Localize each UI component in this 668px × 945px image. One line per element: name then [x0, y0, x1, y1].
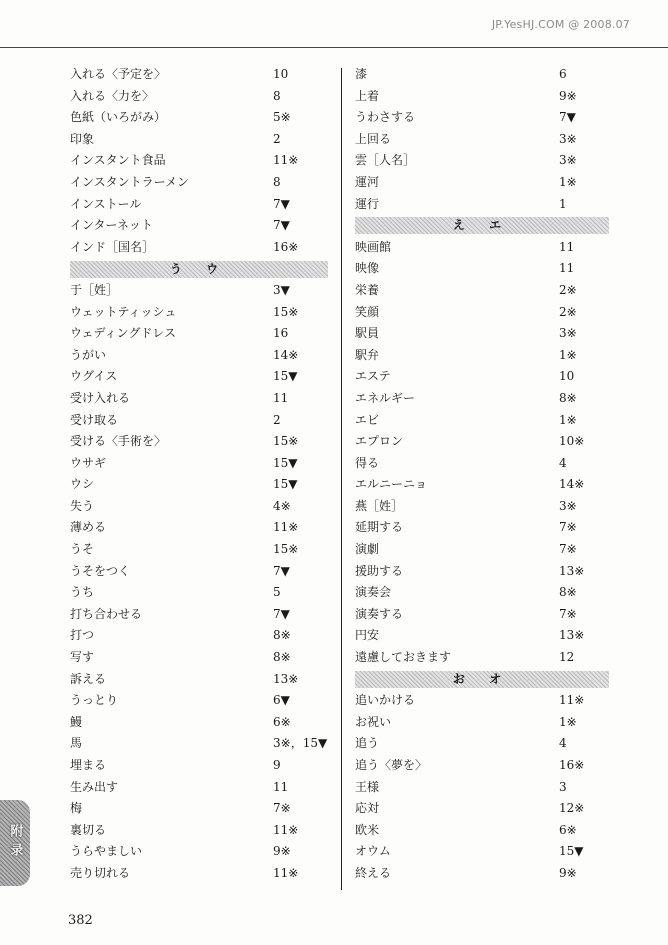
entry-term: インスタントラーメン	[70, 174, 190, 189]
entry-lesson-ref: 1	[559, 196, 567, 211]
entry-lesson-ref: 13※	[559, 563, 585, 578]
entry-term: 受け入れる	[70, 390, 131, 405]
entry-lesson-ref: 12※	[559, 801, 585, 816]
entry-term: うっとり	[70, 693, 119, 708]
entry-lesson-ref: 15▼	[273, 369, 298, 384]
entry-term: 失う	[70, 498, 95, 513]
index-entry	[355, 431, 631, 453]
entry-term: 追う〈夢を〉	[355, 758, 428, 772]
index-entry	[355, 777, 631, 799]
entry-lesson-ref: 8※	[273, 650, 291, 665]
entry-term: 裏切る	[70, 822, 107, 837]
index-entry	[70, 582, 346, 604]
index-entry	[355, 107, 631, 129]
index-entry	[70, 194, 346, 216]
index-entry	[70, 863, 346, 885]
entry-lesson-ref: 7▼	[273, 563, 290, 578]
entry-lesson-ref: 7▼	[273, 218, 290, 233]
entry-term: うち	[70, 585, 95, 600]
entry-term: 運河	[355, 174, 380, 189]
watermark: JP.YesHJ.COM @ 2008.07	[491, 18, 630, 31]
entry-term: エプロン	[355, 434, 404, 449]
index-entry	[70, 280, 346, 302]
index-entry	[355, 366, 631, 388]
index-entry	[355, 798, 631, 820]
entry-term: 得る	[355, 455, 380, 470]
index-entry	[355, 561, 631, 583]
entry-lesson-ref: 2	[273, 412, 281, 427]
entry-term: 上回る	[355, 131, 392, 146]
index-entry	[355, 64, 631, 86]
entry-lesson-ref: 2※	[559, 282, 577, 297]
entry-term: 受ける〈手術を〉	[70, 434, 167, 449]
entry-term: 于［姓］	[70, 282, 119, 297]
entry-lesson-ref: 12	[559, 650, 575, 665]
appendix-side-tab	[0, 800, 30, 886]
entry-term: インスタント食品	[70, 153, 166, 168]
entry-lesson-ref: 3※，15▼	[273, 736, 328, 751]
index-entry	[355, 755, 631, 777]
index-entry	[355, 820, 631, 842]
index-entry	[355, 410, 631, 432]
entry-lesson-ref: 2※	[559, 304, 577, 319]
entry-term: 写す	[70, 650, 95, 665]
entry-term: 打つ	[70, 628, 95, 643]
index-entry	[355, 582, 631, 604]
index-entry	[355, 323, 631, 345]
entry-lesson-ref: 9※	[559, 88, 577, 103]
entry-lesson-ref: 15※	[273, 434, 299, 449]
entry-term: 追う	[355, 736, 380, 751]
index-entry	[70, 410, 346, 432]
index-entry	[355, 302, 631, 324]
entry-lesson-ref: 1※	[559, 174, 577, 189]
entry-lesson-ref: 15※	[273, 542, 299, 557]
entry-lesson-ref: 9	[273, 758, 281, 772]
entry-term: 栄養	[355, 282, 380, 297]
entry-lesson-ref: 14※	[273, 347, 299, 362]
entry-term: 応対	[355, 801, 380, 816]
index-entry	[355, 388, 631, 410]
entry-term: エルニーニョ	[355, 477, 428, 492]
entry-term: 燕［姓］	[355, 498, 404, 513]
index-column-right	[355, 64, 631, 885]
entry-term: 雲［人名］	[355, 153, 416, 168]
entry-lesson-ref: 6	[559, 67, 567, 81]
index-entry	[70, 474, 346, 496]
entry-lesson-ref: 14※	[559, 477, 585, 492]
entry-term: うがい	[70, 347, 107, 362]
entry-lesson-ref: 1※	[559, 347, 577, 362]
entry-lesson-ref: 16	[273, 326, 289, 341]
entry-lesson-ref: 9※	[559, 865, 577, 880]
entry-term: 受け取る	[70, 412, 119, 427]
entry-term: 演奏する	[355, 606, 404, 621]
entry-term: ウェットティッシュ	[70, 304, 177, 319]
entry-lesson-ref: 3▼	[273, 282, 290, 297]
entry-term: うわさする	[355, 110, 416, 125]
index-entry	[355, 453, 631, 475]
entry-term: 演奏会	[355, 585, 392, 600]
entry-term: お祝い	[355, 714, 392, 729]
index-entry	[70, 733, 346, 755]
index-entry	[70, 820, 346, 842]
entry-lesson-ref: 4	[559, 736, 567, 751]
entry-term: エネルギー	[355, 390, 416, 405]
entry-lesson-ref: 4※	[273, 498, 291, 513]
index-column-left	[70, 64, 346, 885]
index-entry	[355, 237, 631, 259]
entry-term: 色紙（いろがみ）	[70, 110, 167, 125]
entry-term: 訴える	[70, 671, 107, 686]
index-entry	[70, 841, 346, 863]
index-entry	[70, 712, 346, 734]
entry-term: 薄める	[70, 520, 107, 535]
index-entry	[70, 86, 346, 108]
entry-term: ウェディングドレス	[70, 326, 176, 341]
entry-lesson-ref: 16※	[559, 758, 585, 772]
entry-lesson-ref: 7▼	[559, 110, 576, 125]
index-entry	[355, 841, 631, 863]
entry-lesson-ref: 13※	[559, 628, 585, 643]
entry-lesson-ref: 11※	[273, 520, 299, 535]
entry-lesson-ref: 7※	[559, 520, 577, 535]
index-entry	[70, 215, 346, 237]
entry-lesson-ref: 3※	[559, 153, 577, 168]
entry-term: ウシ	[70, 477, 95, 492]
entry-term: 埋まる	[70, 758, 107, 772]
index-entry	[70, 453, 346, 475]
entry-lesson-ref: 11	[273, 779, 289, 794]
entry-term: ウグイス	[70, 369, 118, 384]
entry-lesson-ref: 7※	[559, 542, 577, 557]
index-entry	[355, 604, 631, 626]
index-entry	[355, 258, 631, 280]
entry-lesson-ref: 11	[559, 239, 575, 254]
index-entry	[355, 172, 631, 194]
entry-lesson-ref: 15※	[273, 304, 299, 319]
entry-lesson-ref: 15▼	[273, 477, 298, 492]
entry-term: 印象	[70, 131, 95, 146]
entry-lesson-ref: 3※	[559, 326, 577, 341]
index-entry	[355, 733, 631, 755]
entry-term: 入れる〈力を〉	[70, 88, 155, 103]
entry-lesson-ref: 8※	[559, 585, 577, 600]
index-entry	[70, 366, 346, 388]
entry-lesson-ref: 3※	[559, 498, 577, 513]
entry-lesson-ref: 10	[559, 369, 575, 384]
page-number: 382	[68, 913, 93, 928]
index-entry	[70, 647, 346, 669]
index-entry	[355, 280, 631, 302]
entry-term: 梅	[70, 801, 83, 816]
top-rule	[0, 47, 668, 48]
entry-lesson-ref: 6※	[273, 714, 291, 729]
side-tab-label: 附录	[7, 824, 23, 862]
entry-term: インストール	[70, 196, 142, 211]
index-entry	[70, 150, 346, 172]
entry-term: 運行	[355, 196, 380, 211]
index-entry	[70, 172, 346, 194]
entry-term: 笑顔	[355, 304, 380, 319]
index-entry	[70, 431, 346, 453]
index-entry	[70, 323, 346, 345]
entry-term: 駅員	[355, 326, 380, 341]
entry-lesson-ref: 10※	[559, 434, 585, 449]
index-entry	[355, 517, 631, 539]
entry-lesson-ref: 11	[273, 390, 289, 405]
entry-lesson-ref: 8	[273, 174, 281, 189]
entry-lesson-ref: 11※	[273, 822, 299, 837]
entry-term: 欧米	[355, 822, 380, 837]
entry-term: 漆	[355, 67, 368, 81]
entry-term: 馬	[70, 736, 83, 751]
entry-term: 演劇	[355, 542, 380, 557]
entry-lesson-ref: 7▼	[273, 606, 290, 621]
index-entry	[70, 302, 346, 324]
entry-term: エステ	[355, 369, 391, 384]
entry-term: 追いかける	[355, 693, 416, 708]
section-header: う ウ	[70, 261, 328, 278]
entry-term: うそ	[70, 542, 95, 557]
entry-lesson-ref: 7▼	[273, 196, 290, 211]
entry-lesson-ref: 7※	[273, 801, 291, 816]
column-divider	[341, 68, 342, 890]
entry-term: 映像	[355, 261, 380, 276]
entry-term: オウム	[355, 844, 391, 859]
index-entry	[355, 86, 631, 108]
index-entry	[355, 129, 631, 151]
index-entry	[355, 194, 631, 216]
entry-term: 援助する	[355, 563, 404, 578]
entry-lesson-ref: 11※	[273, 865, 299, 880]
entry-term: 入れる〈予定を〉	[70, 67, 167, 81]
entry-term: うそをつく	[70, 563, 131, 578]
entry-term: 打ち合わせる	[70, 606, 143, 621]
entry-term: 生み出す	[70, 779, 119, 794]
index-entry	[355, 345, 631, 367]
entry-term: インターネット	[70, 218, 153, 233]
entry-lesson-ref: 7※	[559, 606, 577, 621]
entry-lesson-ref: 11※	[273, 153, 299, 168]
index-entry	[70, 798, 346, 820]
index-entry	[70, 64, 346, 86]
index-entry	[70, 345, 346, 367]
entry-lesson-ref: 16※	[273, 239, 299, 254]
index-entry	[70, 496, 346, 518]
index-entry	[355, 496, 631, 518]
entry-lesson-ref: 10	[273, 67, 289, 81]
index-entry	[70, 517, 346, 539]
index-entry	[70, 237, 346, 259]
entry-term: 円安	[355, 628, 380, 643]
entry-lesson-ref: 11	[559, 261, 575, 276]
entry-lesson-ref: 4	[559, 455, 567, 470]
entry-lesson-ref: 2	[273, 131, 281, 146]
index-entry	[355, 625, 631, 647]
index-entry	[70, 561, 346, 583]
entry-term: 上着	[355, 88, 380, 103]
entry-lesson-ref: 5※	[273, 110, 291, 125]
entry-lesson-ref: 6▼	[273, 693, 290, 708]
index-entry	[355, 539, 631, 561]
entry-lesson-ref: 11※	[559, 693, 585, 708]
entry-term: 延期する	[355, 520, 404, 535]
entry-lesson-ref: 8※	[273, 628, 291, 643]
index-entry	[355, 474, 631, 496]
index-entry	[70, 388, 346, 410]
entry-lesson-ref: 3	[559, 779, 567, 794]
entry-lesson-ref: 8※	[559, 390, 577, 405]
index-entry	[70, 669, 346, 691]
entry-lesson-ref: 8	[273, 88, 281, 103]
entry-term: 王様	[355, 779, 380, 794]
entry-term: エビ	[355, 412, 380, 427]
index-entry	[70, 755, 346, 777]
entry-lesson-ref: 1※	[559, 412, 577, 427]
index-entry	[355, 150, 631, 172]
index-entry	[70, 625, 346, 647]
entry-term: ウサギ	[70, 455, 107, 470]
entry-term: 駅弁	[355, 347, 380, 362]
entry-term: 売り切れる	[70, 865, 131, 880]
entry-term: 終える	[355, 865, 392, 880]
entry-lesson-ref: 3※	[559, 131, 577, 146]
index-entry	[70, 129, 346, 151]
index-entry	[355, 712, 631, 734]
entry-lesson-ref: 6※	[559, 822, 577, 837]
entry-term: うらやましい	[70, 844, 143, 859]
section-header: お オ	[355, 671, 609, 688]
index-entry	[70, 777, 346, 799]
entry-term: インド［国名］	[70, 239, 155, 254]
index-entry	[70, 604, 346, 626]
entry-term: 鰻	[70, 714, 83, 729]
entry-term: 遠慮しておきます	[355, 650, 452, 665]
section-header: え エ	[355, 217, 609, 234]
entry-lesson-ref: 15▼	[273, 455, 298, 470]
entry-term: 映画館	[355, 239, 392, 254]
entry-lesson-ref: 5	[273, 585, 281, 600]
index-entry	[70, 690, 346, 712]
entry-lesson-ref: 13※	[273, 671, 299, 686]
index-entry	[70, 107, 346, 129]
index-entry	[355, 690, 631, 712]
index-entry	[355, 647, 631, 669]
entry-lesson-ref: 1※	[559, 714, 577, 729]
entry-lesson-ref: 9※	[273, 844, 291, 859]
index-entry	[355, 863, 631, 885]
index-entry	[70, 539, 346, 561]
entry-lesson-ref: 15▼	[559, 844, 584, 859]
